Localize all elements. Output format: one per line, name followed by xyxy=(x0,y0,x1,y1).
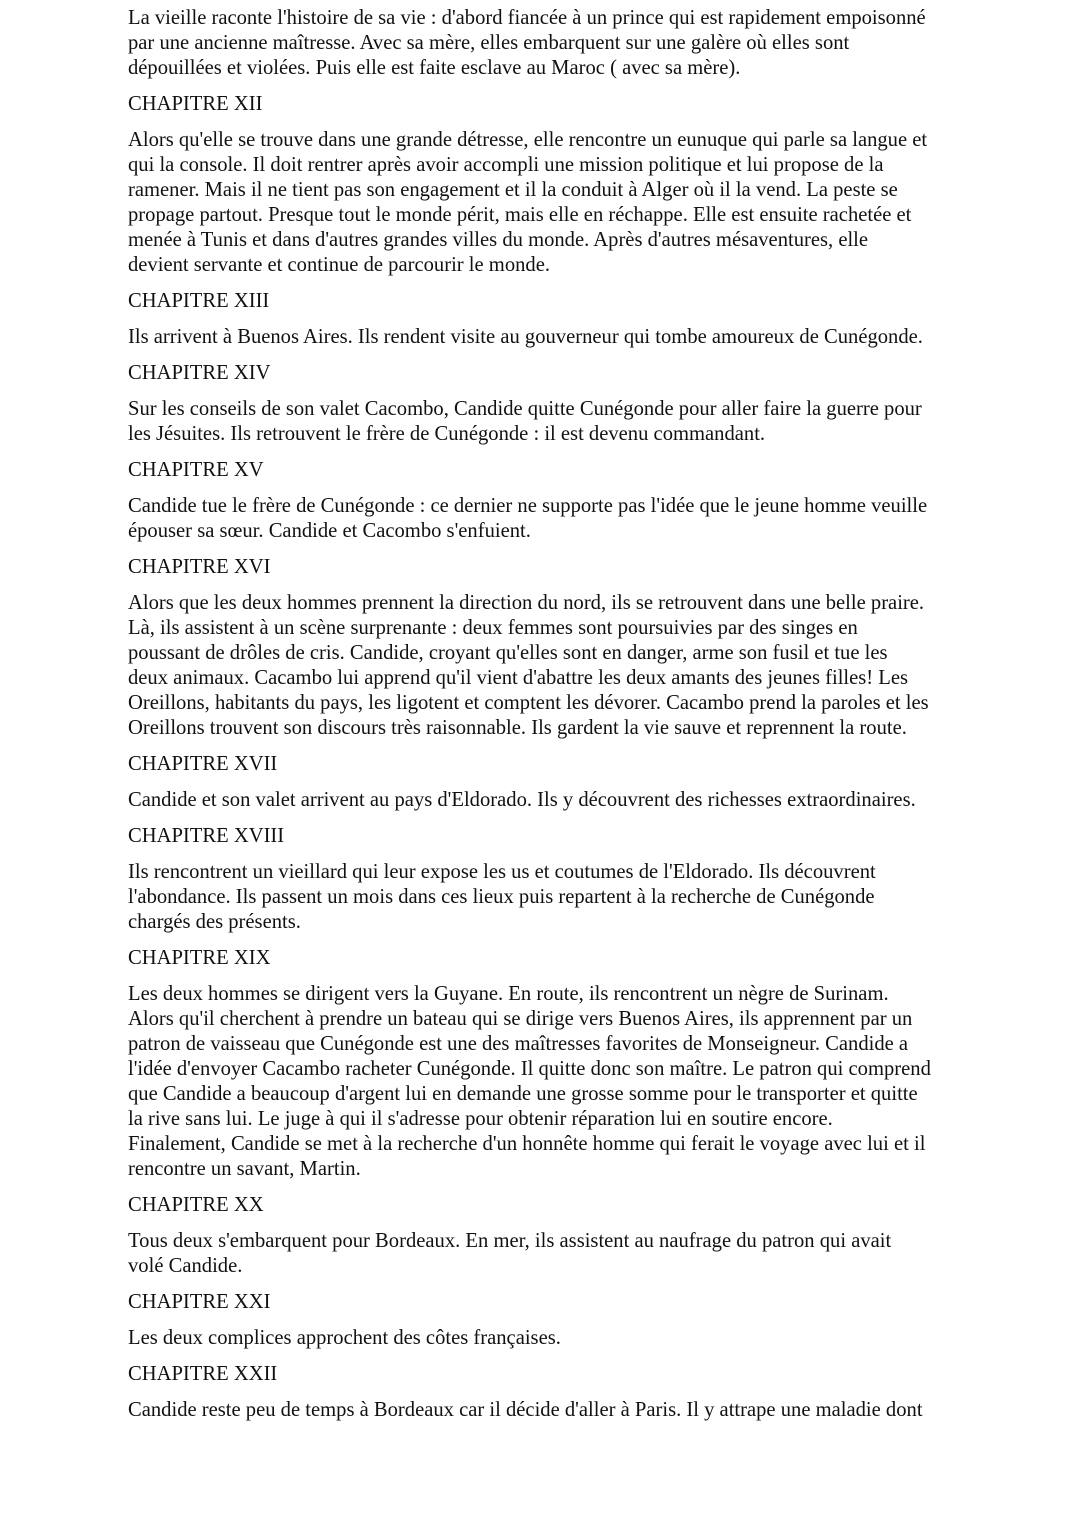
chapter-heading: CHAPITRE XIX xyxy=(128,947,271,969)
text-line: patron de vaisseau que Cunégonde est une des maîtresses favorites de Monseigneur. Candide a xyxy=(128,1033,909,1055)
text-line: Finalement, Candide se met à la recherche d'un honnête homme qui ferait le voyage avec lui et il xyxy=(128,1133,926,1155)
text-line: par une ancienne maîtresse. Avec sa mère, elles embarquent sur une galère où elles sont xyxy=(128,32,850,54)
text-line: menée à Tunis et dans d'autres grandes villes du monde. Après d'autres mésaventures, elle xyxy=(128,229,869,251)
paragraph xyxy=(128,860,984,935)
chapter-heading: CHAPITRE XIII xyxy=(128,290,270,312)
text-line: Candide reste peu de temps à Bordeaux car il décide d'aller à Paris. Il y attrape une maladie dont xyxy=(128,1399,923,1421)
chapter-heading: CHAPITRE XXII xyxy=(128,1363,278,1385)
text-line: Alors que les deux hommes prennent la direction du nord, ils se retrouvent dans une belle praire. xyxy=(128,592,925,614)
text-line: Là, ils assistent à un scène surprenante : deux femmes sont poursuivies par des singes en xyxy=(128,617,858,639)
paragraph xyxy=(128,1229,984,1279)
chapter-heading: CHAPITRE XX xyxy=(128,1194,264,1216)
chapter-heading: CHAPITRE XXI xyxy=(128,1291,271,1313)
paragraph xyxy=(128,325,984,350)
text-line: propage partout. Presque tout le monde périt, mais elle en réchappe. Elle est ensuite rachetée et xyxy=(128,204,912,226)
text-line: dépouillées et violées. Puis elle est faite esclave au Maroc ( avec sa mère). xyxy=(128,57,741,79)
text-line: ramener. Mais il ne tient pas son engagement et il la conduit à Alger où il la vend. La peste se xyxy=(128,179,898,201)
paragraph xyxy=(128,1326,984,1351)
text-line: qui la console. Il doit rentrer après avoir accompli une mission politique et lui propose de la xyxy=(128,154,884,176)
text-line: chargés des présents. xyxy=(128,911,301,933)
text-line: rencontre un savant, Martin. xyxy=(128,1158,361,1180)
text-line: La vieille raconte l'histoire de sa vie : d'abord fiancée à un prince qui est rapidement empoisonné xyxy=(128,7,926,29)
text-line: Candide tue le frère de Cunégonde : ce dernier ne supporte pas l'idée que le jeune homme veuille xyxy=(128,495,928,517)
paragraph xyxy=(128,397,984,447)
chapter-heading: CHAPITRE XV xyxy=(128,459,264,481)
text-line: Alors qu'il cherchent à prendre un bateau qui se dirige vers Buenos Aires, ils apprennent par un xyxy=(128,1008,913,1030)
chapter-heading: CHAPITRE XVII xyxy=(128,753,278,775)
paragraph xyxy=(128,128,984,278)
text-line: que Candide a beaucoup d'argent lui en demande une grosse somme pour le transporter et quitte xyxy=(128,1083,918,1105)
text-line: Sur les conseils de son valet Cacombo, Candide quitte Cunégonde pour aller faire la guerre pour xyxy=(128,398,922,420)
text-line: Alors qu'elle se trouve dans une grande détresse, elle rencontre un eunuque qui parle sa langue et xyxy=(128,129,928,151)
paragraph xyxy=(128,788,984,813)
chapter-heading: CHAPITRE XVIII xyxy=(128,825,285,847)
text-line: Les deux complices approchent des côtes françaises. xyxy=(128,1327,561,1349)
document-page xyxy=(128,6,984,1434)
text-line: Oreillons trouvent son discours très raisonnable. Ils gardent la vie sauve et reprennent la route. xyxy=(128,717,907,739)
chapter-heading: CHAPITRE XII xyxy=(128,93,263,115)
text-line: Candide et son valet arrivent au pays d'Eldorado. Ils y découvrent des richesses extraordinaires. xyxy=(128,789,916,811)
text-line: Ils arrivent à Buenos Aires. Ils rendent visite au gouverneur qui tombe amoureux de Cunégonde. xyxy=(128,326,923,348)
paragraph xyxy=(128,591,984,741)
text-line: l'idée d'envoyer Cacambo racheter Cunégonde. Il quitte donc son maître. Le patron qui comprend xyxy=(128,1058,931,1080)
text-line: l'abondance. Ils passent un mois dans ces lieux puis repartent à la recherche de Cunégonde xyxy=(128,886,875,908)
text-line: épouser sa sœur. Candide et Cacombo s'enfuient. xyxy=(128,520,531,542)
paragraph xyxy=(128,1398,984,1423)
paragraph xyxy=(128,494,984,544)
text-line: volé Candide. xyxy=(128,1255,243,1277)
paragraph xyxy=(128,982,984,1182)
text-line: poussant de drôles de cris. Candide, croyant qu'elles sont en danger, arme son fusil et tue les xyxy=(128,642,888,664)
text-line: devient servante et continue de parcourir le monde. xyxy=(128,254,551,276)
text-line: les Jésuites. Ils retrouvent le frère de Cunégonde : il est devenu commandant. xyxy=(128,423,766,445)
text-line: Tous deux s'embarquent pour Bordeaux. En mer, ils assistent au naufrage du patron qui avait xyxy=(128,1230,892,1252)
chapter-heading: CHAPITRE XVI xyxy=(128,556,271,578)
text-line: la rive sans lui. Le juge à qui il s'adresse pour obtenir réparation lui en soutire encore. xyxy=(128,1108,833,1130)
text-line: deux animaux. Cacambo lui apprend qu'il vient d'abattre les deux amants des jeunes filles! Les xyxy=(128,667,909,689)
chapter-heading: CHAPITRE XIV xyxy=(128,362,271,384)
text-line: Ils rencontrent un vieillard qui leur expose les us et coutumes de l'Eldorado. Ils découvrent xyxy=(128,861,876,883)
text-line: Oreillons, habitants du pays, les ligotent et comptent les dévorer. Cacambo prend la paroles et les xyxy=(128,692,929,714)
paragraph xyxy=(128,6,984,81)
text-line: Les deux hommes se dirigent vers la Guyane. En route, ils rencontrent un nègre de Surinam. xyxy=(128,983,889,1005)
